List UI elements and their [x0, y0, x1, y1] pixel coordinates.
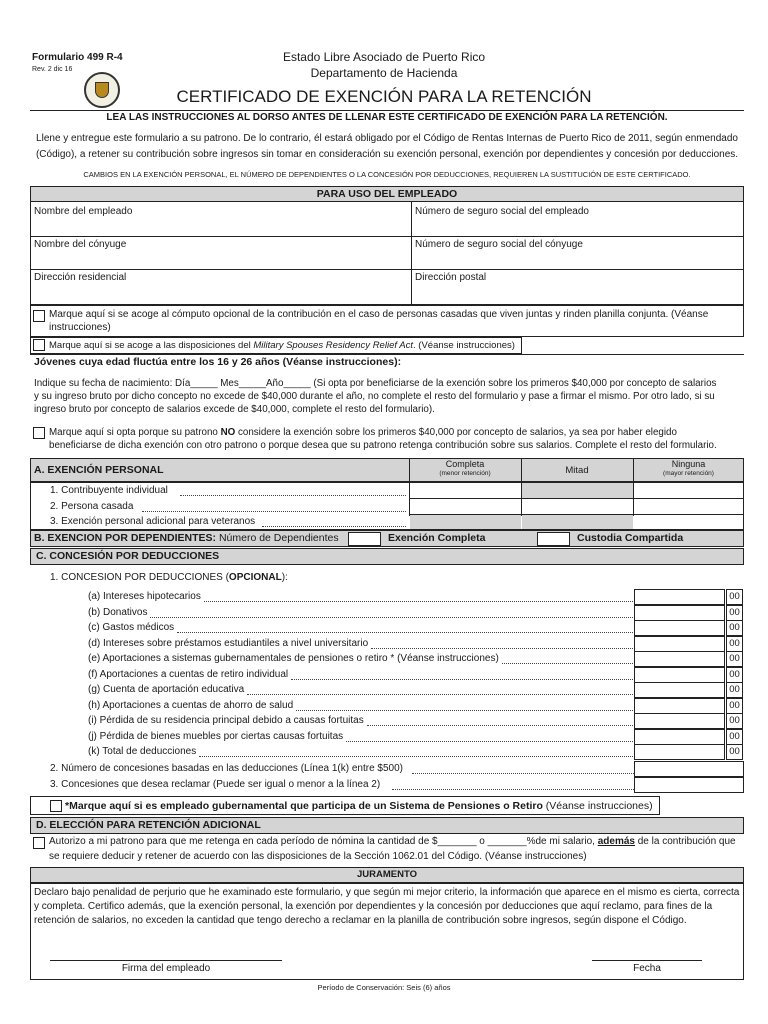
section-c-subtitle: 1. CONCESION POR DEDUCCIONES (OPCIONAL): — [50, 572, 288, 583]
col-complete-sub: (menor retención) — [439, 470, 491, 477]
none-cell-3[interactable] — [634, 515, 743, 529]
deduction-cents: 00 — [726, 744, 743, 760]
birthdate-line3: ingreso bruto por concepto de salarios excede de $40,000, complete el resto del formulario). — [34, 404, 435, 415]
deduction-amount-input[interactable] — [634, 667, 725, 683]
date-line[interactable] — [592, 960, 702, 961]
spouse-ssn-field[interactable]: Número de seguro social del cónyuge — [415, 239, 583, 250]
additional-withholding-line2: se requiere deducir y retener de acuerdo con las disposiciones de la Sección 1062.01 del Código. (Véanse instrucciones) — [49, 851, 587, 862]
full-exemption-label: Exención Completa — [388, 532, 486, 544]
employee-info-grid — [30, 201, 744, 305]
deduction-item: (d) Intereses sobre préstamos estudiantiles a nivel universitario — [88, 637, 633, 652]
home-address-field[interactable]: Dirección residencial — [34, 272, 127, 283]
deduction-cents: 00 — [726, 713, 743, 729]
deduction-leader — [502, 663, 633, 664]
deduction-cents: 00 — [726, 605, 743, 621]
form-revision: Rev. 2 dic 16 — [32, 66, 73, 73]
deduction-amount-input[interactable] — [634, 713, 725, 729]
birthdate-line2: y su ingreso bruto por dicho concepto no excede de $40,000 durante el año, no complete el resto del formulario y pase a firmar el mismo. Por otro lado, si su — [34, 391, 715, 402]
deduction-leader — [367, 725, 633, 726]
section-a-title: A. EXENCIÓN PERSONAL — [34, 464, 164, 476]
postal-address-field[interactable]: Dirección postal — [415, 272, 487, 283]
half-cell-1 — [522, 483, 633, 498]
instructions-line1: Llene y entregue este formulario a su patrono. De lo contrario, él estará obligado por el Código de Rentas Internas de Puerto Rico de 2011, según enmendado — [36, 133, 738, 144]
deduction-item: (e) Aportaciones a sistemas gubernamentales de pensiones o retiro * (Véanse instrucciones) — [88, 652, 633, 667]
half-cell-3 — [522, 515, 633, 529]
military-act-checkbox[interactable] — [33, 339, 45, 351]
youth-exemption-label-2: beneficiarse de dicha exención con otro patrono o porque desea que su patrono retenga contribución sobre sus salarios. Complete el resto del formulario. — [49, 440, 717, 451]
youth-exemption-checkbox[interactable] — [33, 427, 45, 439]
section-c-title: C. CONCESIÓN POR DEDUCCIONES — [30, 548, 744, 565]
section-a-row-2: 2. Persona casada — [50, 500, 406, 515]
military-act-label: Marque aquí si se acoge a las disposiciones del Military Spouses Residency Relief Act. (Véanse instrucciones) — [49, 340, 515, 351]
youth-exemption-label: Marque aquí si opta porque su patrono NO considere la exención sobre los primeros $40,000 por concepto de salarios, ya sea por haber elegido — [49, 427, 677, 438]
deduction-leader — [199, 756, 633, 757]
agency-line1: Estado Libre Asociado de Puerto Rico — [282, 50, 486, 64]
deduction-item: (k) Total de deducciones — [88, 745, 633, 760]
section-d-title: D. ELECCIÓN PARA RETENCIÓN ADICIONAL — [30, 817, 744, 834]
half-cell-2[interactable] — [522, 499, 633, 514]
shared-custody-label: Custodia Compartida — [577, 532, 684, 544]
deduction-item: (g) Cuenta de aportación educativa — [88, 683, 633, 698]
spouse-name-field[interactable]: Nombre del cónyuge — [34, 239, 127, 250]
optional-computation-label: Marque aquí si se acoge al cómputo opcional de la contribución en el caso de personas casadas que viven juntas y rinden planilla conjunta. (Véanse — [49, 309, 709, 320]
deduction-amount-input[interactable] — [634, 729, 725, 745]
oath-line1: Declaro bajo penalidad de perjurio que he examinado este formulario, y que según mi mejor criterio, la información que aparece en el mismo es cierta, correcta — [34, 887, 740, 898]
col-none: Ninguna — [671, 459, 706, 469]
section-a-row-3: 3. Exención personal adicional para veteranos — [50, 515, 406, 530]
date-label: Fecha — [633, 963, 661, 974]
oath-title: JURAMENTO — [30, 867, 744, 883]
employee-ssn-field[interactable]: Número de seguro social del empleado — [415, 206, 589, 217]
line2-row: 2. Número de concesiones basadas en las deducciones (Línea 1(k) entre $500) — [50, 762, 634, 777]
complete-cell-2[interactable] — [410, 499, 521, 514]
dependents-shared-input[interactable] — [537, 532, 570, 546]
hacienda-seal-icon — [84, 72, 120, 108]
deduction-amount-input[interactable] — [634, 651, 725, 667]
line3-row: 3. Concesiones que desea reclamar (Puede ser igual o menor a la línea 2) — [50, 778, 634, 793]
deduction-leader — [371, 648, 633, 649]
deduction-amount-input[interactable] — [634, 620, 725, 636]
section-a-row-1: 1. Contribuyente individual — [50, 484, 406, 499]
deduction-leader — [296, 710, 633, 711]
form-id: Formulario 499 R-4 — [32, 52, 123, 63]
deduction-cents: 00 — [726, 589, 743, 605]
additional-withholding-checkbox[interactable] — [33, 837, 45, 849]
complete-cell-3 — [410, 515, 521, 529]
oath-line3: retención de salarios, no exceden la cantidad que tengo derecho a reclamar en la planilla de contribución sobre ingresos, según dispone el Código. — [34, 915, 687, 926]
deduction-amount-input[interactable] — [634, 636, 725, 652]
retention-period: Período de Conservación: Seis (6) años — [317, 983, 451, 992]
form-title: CERTIFICADO DE EXENCIÓN PARA LA RETENCIÓN — [176, 87, 592, 106]
deduction-amount-input[interactable] — [634, 589, 725, 605]
deduction-cents: 00 — [726, 667, 743, 683]
optional-computation-label-2: instrucciones) — [49, 322, 111, 333]
deduction-cents: 00 — [726, 651, 743, 667]
deduction-item: (h) Aportaciones a cuentas de ahorro de salud — [88, 699, 633, 714]
deduction-leader — [247, 694, 633, 695]
deduction-cents: 00 — [726, 620, 743, 636]
deduction-cents: 00 — [726, 729, 743, 745]
line2-input[interactable] — [634, 761, 744, 777]
employee-section-title: PARA USO DEL EMPLEADO — [30, 186, 744, 202]
deduction-leader — [291, 679, 633, 680]
signature-label: Firma del empleado — [121, 963, 211, 974]
deduction-item: (b) Donativos — [88, 606, 633, 621]
deduction-amount-input[interactable] — [634, 605, 725, 621]
none-cell-1[interactable] — [634, 483, 743, 498]
col-complete: Completa — [445, 459, 485, 469]
signature-line[interactable] — [50, 960, 282, 961]
deduction-leader — [346, 741, 633, 742]
deduction-leader — [177, 632, 633, 633]
deduction-item: (i) Pérdida de su residencia principal debido a causas fortuitas — [88, 714, 633, 729]
deduction-item: (j) Pérdida de bienes muebles por ciertas causas fortuitas — [88, 730, 633, 745]
col-none-sub: (mayor retención) — [663, 470, 714, 477]
deduction-amount-input[interactable] — [634, 744, 725, 760]
complete-cell-1[interactable] — [409, 482, 522, 499]
deduction-amount-input[interactable] — [634, 682, 725, 698]
birthdate-line1: Indique su fecha de nacimiento: Día_____ Mes_____Año_____ (Si opta por beneficiarse de la exención sobre los primeros $40,000 por concepto de salarios — [34, 378, 717, 389]
line3-input[interactable] — [634, 777, 744, 793]
deduction-leader — [204, 601, 633, 602]
deduction-cents: 00 — [726, 636, 743, 652]
deduction-amount-input[interactable] — [634, 698, 725, 714]
none-cell-2[interactable] — [634, 499, 743, 514]
deduction-cents: 00 — [726, 698, 743, 714]
employee-name-field[interactable]: Nombre del empleado — [34, 206, 133, 217]
deduction-item: (c) Gastos médicos — [88, 621, 633, 636]
gov-employee-checkbox[interactable] — [50, 800, 62, 812]
deduction-item: (a) Intereses hipotecarios — [88, 590, 633, 605]
instructions-line2: (Código), a retener su contribución sobre ingresos sin tomar en consideración su exención personal, exención por dependientes y concesión por deducciones. — [35, 149, 739, 160]
oath-line2: y completa. Certifico además, que la exención personal, la exención por dependientes y la concesión por deducciones que aquí reclamo, para fines de la — [34, 901, 713, 912]
dependents-full-input[interactable] — [348, 532, 381, 546]
col-half: Mitad — [565, 465, 589, 476]
youth-heading: Jóvenes cuya edad fluctúa entre los 16 y 26 años (Véanse instrucciones): — [34, 356, 402, 368]
deduction-cents: 00 — [726, 682, 743, 698]
agency-line2: Departamento de Hacienda — [310, 66, 458, 80]
deduction-item: (f) Aportaciones a cuentas de retiro individual — [88, 668, 633, 683]
changes-notice: CAMBIOS EN LA EXENCIÓN PERSONAL, EL NÚMERO DE DEPENDIENTES O LA CONCESIÓN POR DEDUCCIONES, REQUIEREN LA SUSTITUCIÓN DE ESTE CERTIFICADO. — [83, 170, 691, 179]
additional-withholding-line1: Autorizo a mi patrono para que me retenga en cada período de nómina la cantidad de $_______ o _______%de mi salario, además de la contribución que — [49, 836, 736, 847]
instructions-heading: LEA LAS INSTRUCCIONES AL DORSO ANTES DE LLENAR ESTE CERTIFICADO DE EXENCIÓN PARA LA RETENCIÓN. — [106, 112, 668, 123]
deduction-leader — [150, 617, 633, 618]
section-b-title: B. EXENCION POR DEPENDIENTES: Número de Dependientes — [34, 532, 339, 544]
optional-computation-checkbox[interactable] — [33, 310, 45, 322]
gov-employee-label: *Marque aquí si es empleado gubernamental que participa de un Sistema de Pensiones o Retiro (Véanse instrucciones) — [65, 800, 653, 812]
